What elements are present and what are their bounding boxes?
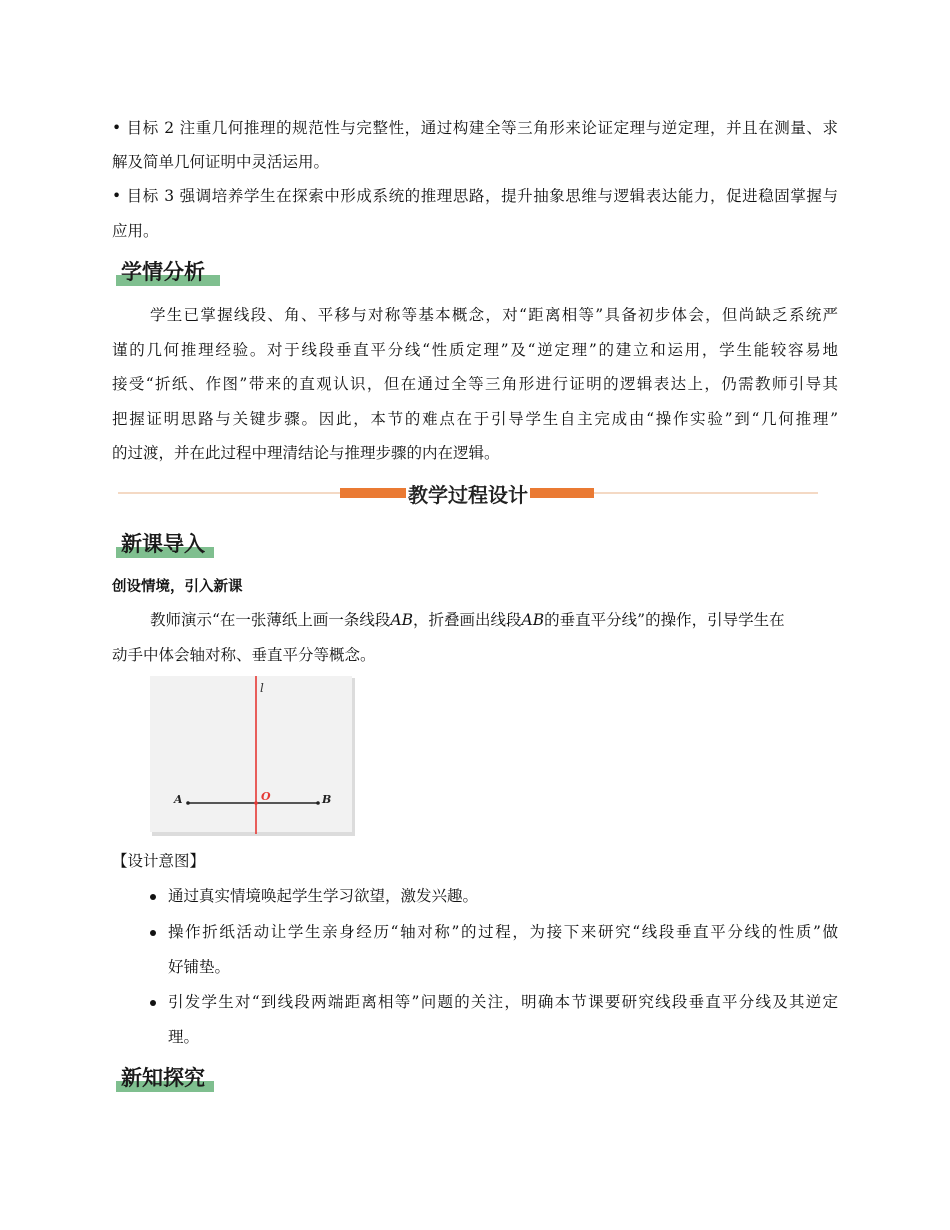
list-item-text: 操作折纸活动让学生亲身经历“轴对称”的过程，为接下来研究“线段垂直平分线的性质”做 [168, 923, 838, 941]
intro-text: 教师演示“在一张薄纸上画一条线段 [150, 611, 391, 629]
intro-text: 的垂直平分线”的操作，引导学生在 [544, 611, 785, 629]
design-intent-title: 【设计意图】 [112, 852, 206, 870]
xueqing-line-3: 接受“折纸、作图”带来的直观认识，但在通过全等三角形进行证明的逻辑表达上，仍需教师引导其 [112, 375, 838, 393]
section-heading-xinke [116, 528, 214, 558]
label-a: A [174, 793, 183, 806]
goal-3-line-1: • 目标 3 强调培养学生在探索中形成系统的推理思路，提升抽象思维与逻辑表达能力，促进稳固掌握与 [112, 187, 838, 205]
xueqing-line-2: 谨的几何推理经验。对于线段垂直平分线“性质定理”及“逆定理”的建立和运用，学生能较容易地 [112, 341, 838, 359]
list-item-text: 引发学生对“到线段两端距离相等”问题的关注，明确本节课要研究线段垂直平分线及其逆定 [168, 993, 838, 1011]
section-title: 新知探究 [121, 1066, 205, 1090]
bullet-dot [150, 1000, 156, 1006]
section-title: 新课导入 [121, 532, 205, 556]
label-l: l [260, 681, 264, 695]
goal-2-line-2: 解及简单几何证明中灵活运用。 [112, 153, 330, 171]
divider-title: 教学过程设计 [408, 483, 528, 507]
segment-ab-label: AB [521, 611, 545, 629]
divider-accent-right [530, 488, 594, 498]
xueqing-line-4: 把握证明思路与关键步骤。因此，本节的难点在于引导学生自主完成由“操作实验”到“几何推理” [112, 410, 838, 428]
section-title: 学情分析 [121, 260, 205, 284]
bullet-dot [150, 930, 156, 936]
divider-line-left [118, 492, 340, 494]
xueqing-line-5: 的过渡，并在此过程中理清结论与推理步骤的内在逻辑。 [112, 444, 500, 462]
section-divider [118, 478, 818, 508]
intro-paragraph-line-1 [150, 610, 838, 630]
goal-2-line-1: • 目标 2 注重几何推理的规范性与完整性，通过构建全等三角形来论证定理与逆定理，并且在测量、求 [112, 119, 838, 137]
perpendicular-bisector-figure [150, 676, 355, 836]
xueqing-line-1: 学生已掌握线段、角、平移与对称等基本概念，对“距离相等”具备初步体会，但尚缺乏系统严 [150, 306, 838, 324]
divider-line-right [594, 492, 818, 494]
point-a [186, 801, 190, 805]
section-heading-xinzhi [116, 1062, 214, 1092]
list-item-text-continued: 好铺垫。 [168, 958, 231, 976]
goal-3-line-2: 应用。 [112, 222, 159, 240]
list-item-text-continued: 理。 [168, 1028, 200, 1046]
point-o [254, 801, 258, 805]
segment-ab-label: AB [390, 611, 414, 629]
divider-accent-left [340, 488, 406, 498]
point-b [316, 801, 320, 805]
list-item-text: 通过真实情境唤起学生学习欲望，激发兴趣。 [168, 887, 479, 905]
label-b: B [322, 793, 332, 806]
subsection-title: 创设情境，引入新课 [112, 579, 243, 595]
figure-background [150, 676, 352, 832]
figure-svg [150, 676, 355, 836]
section-heading-xueqing [116, 256, 220, 286]
label-o: O [261, 790, 271, 803]
intro-text: ，折叠画出线段 [413, 611, 522, 629]
intro-paragraph-line-2: 动手中体会轴对称、垂直平分等概念。 [112, 646, 376, 664]
bullet-dot [150, 894, 156, 900]
